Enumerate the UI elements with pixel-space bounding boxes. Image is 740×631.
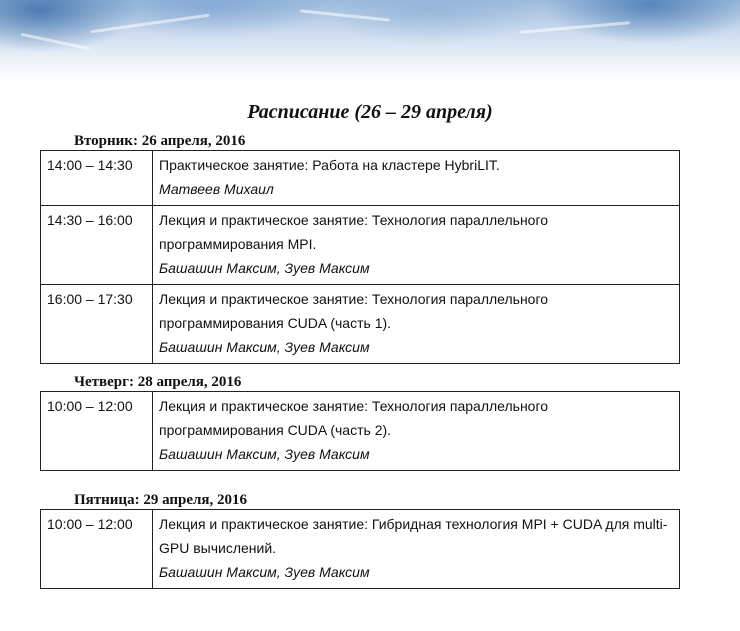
session-topic: Лекция и практическое занятие: Технология параллельного программирования MPI. <box>159 212 549 252</box>
session-topic: Практическое занятие: Работа на кластере HybriLIT. <box>159 157 500 173</box>
session-details <box>153 510 680 589</box>
session-time: 14:00 – 14:30 <box>41 151 153 206</box>
header-banner-image <box>0 0 740 82</box>
session-speakers: Башашин Максим, Зуев Максим <box>159 446 370 462</box>
day-heading: Вторник: 26 апреля, 2016 <box>74 133 246 149</box>
session-details <box>153 151 680 206</box>
session-topic: Лекция и практическое занятие: Технология параллельного программирования CUDA (часть 2). <box>159 398 549 438</box>
table-row <box>41 510 680 589</box>
page-title: Расписание (26 – 29 апреля) <box>247 101 493 123</box>
session-time: 10:00 – 12:00 <box>41 392 153 471</box>
session-details <box>153 206 680 285</box>
session-speakers: Башашин Максим, Зуев Максим <box>159 564 370 580</box>
schedule-table <box>40 509 680 589</box>
table-row <box>41 285 680 364</box>
session-topic: Лекция и практическое занятие: Технология параллельного программирования CUDA (часть 1). <box>159 291 549 331</box>
session-time: 14:30 – 16:00 <box>41 206 153 285</box>
session-time: 10:00 – 12:00 <box>41 510 153 589</box>
session-speakers: Башашин Максим, Зуев Максим <box>159 339 370 355</box>
session-details <box>153 392 680 471</box>
day-heading: Пятница: 29 апреля, 2016 <box>74 492 248 508</box>
schedule-table <box>40 150 680 364</box>
schedule-table <box>40 391 680 471</box>
table-row <box>41 392 680 471</box>
session-time: 16:00 – 17:30 <box>41 285 153 364</box>
session-speakers: Башашин Максим, Зуев Максим <box>159 260 370 276</box>
session-topic: Лекция и практическое занятие: Гибридная технология MPI + CUDA для multi-GPU вычислений. <box>159 516 668 556</box>
day-heading: Четверг: 28 апреля, 2016 <box>74 374 242 390</box>
session-details <box>153 285 680 364</box>
table-row <box>41 151 680 206</box>
session-speakers: Матвеев Михаил <box>159 181 274 197</box>
table-row <box>41 206 680 285</box>
